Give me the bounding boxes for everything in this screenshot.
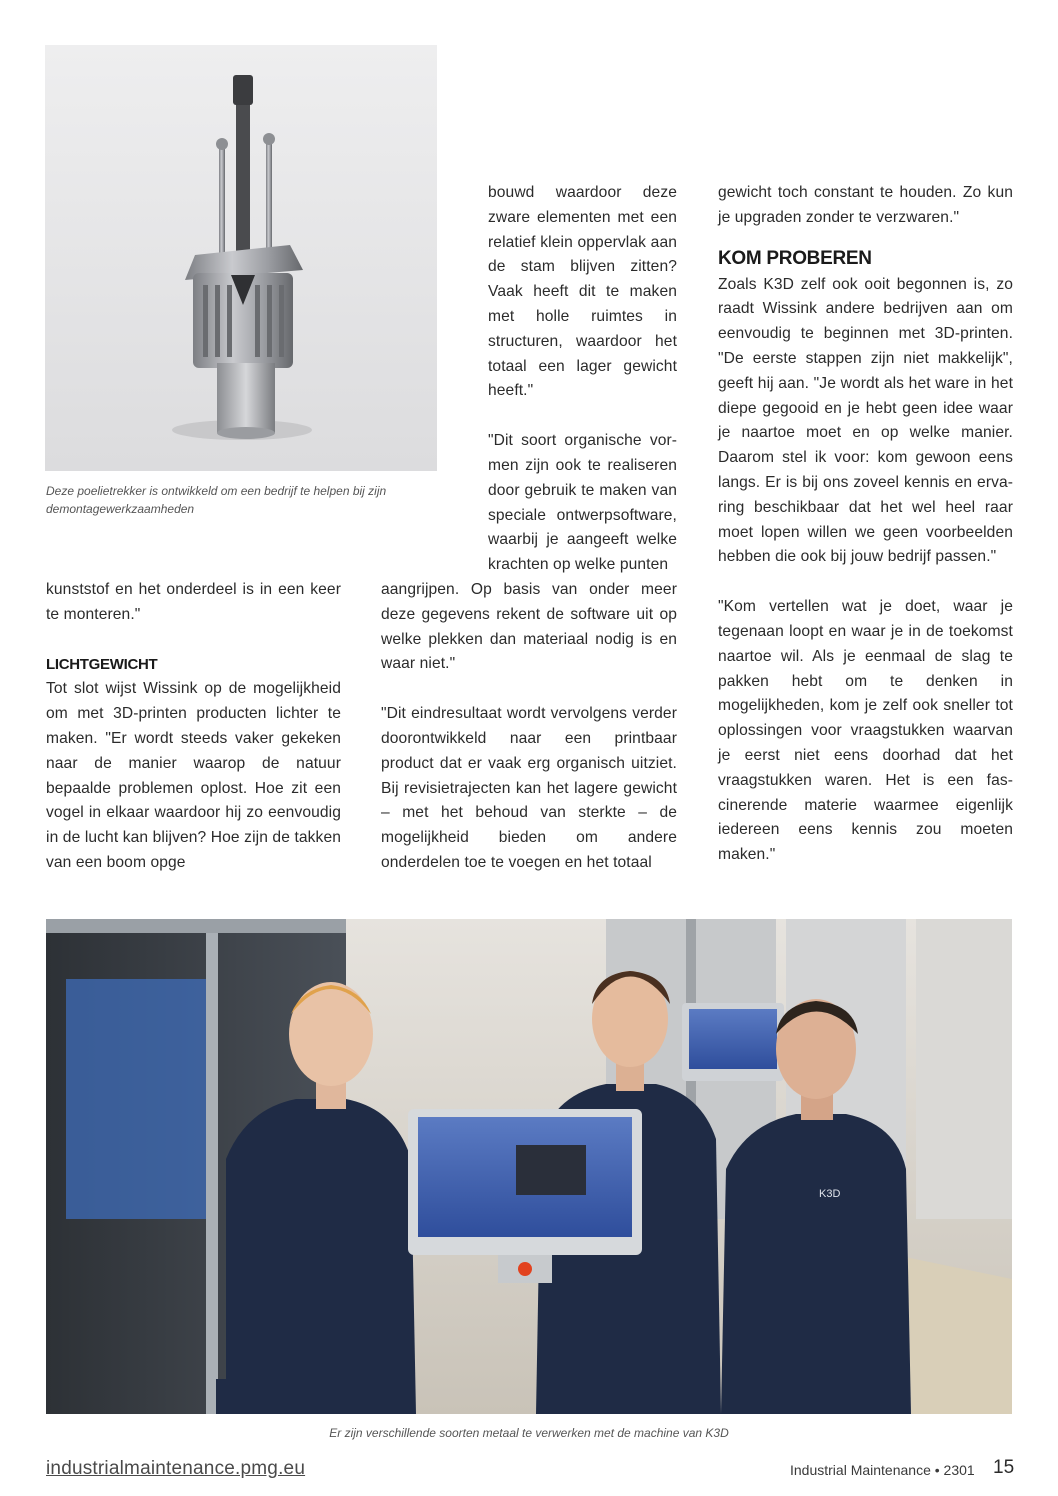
paragraph: aangrijpen. Op basis van onder meer deze gegevens rekent de software uit op welke plekken dan materiaal nodig is en waar niet.": [381, 581, 677, 673]
column-3: [718, 181, 1013, 868]
section-heading-lichtgewicht: LICHTGEWICHT: [46, 655, 158, 673]
figure2-caption: Er zijn verschillende soorten metaal te verwerken met de machine van K3D: [329, 1426, 729, 1440]
column-1: [46, 578, 341, 876]
figure1-caption: Deze poelietrekker is ontwikkeld om een bedrijf te helpen bij zijn demontagewerkzaamheden: [46, 484, 387, 516]
paragraph: bouwd waardoor deze zware elementen met een relatief klein oppervlak aan de stam blijven zitten? Vaak heeft dit te maken met holle ruimtes in structuren, waardoor het totaal een lager gewicht heeft.": [488, 184, 677, 400]
paragraph: Zoals K3D zelf ook ooit begonnen is, zo raadt Wissink andere bedrijven aan om eenvoudig te beginnen met 3D-printen. "De eerste stappen zijn niet makkelijk", geeft hij aan. "Je wordt als het ware in het diepe gegooid en je hebt geen idee waar je naartoe moet en op welke manier. Daarom stel ik voor: kom gewoon eens langs. Er is bij ons zoveel kennis en ervaring beschikbaar dat het wel heel raar moet lopen willen we geen voorbeelden hebben die ook bij jouw bedrijf passen.": [718, 275, 1013, 566]
team-illustration: [46, 919, 1012, 1414]
paragraph: "Kom vertellen wat je doet, waar je tegenaan loopt en waar je in de toekomst naartoe wil. Als je eenmaal de slag te pakken hebt om te denken in mogelijkheden, kom je zelf ook sneller tot oplossingen voor vraagstukken waarvan je eerst niet eens doorhad dat het vraagstukken waren. Het is een fascinerende materie waarmee eigenlijk iedereen eens kennis zou moeten maken.": [718, 598, 1013, 864]
paragraph: Tot slot wijst Wissink op de mogelijkheid om met 3D-printen producten lichter te maken. "Er wordt steeds vaker gekeken naar de manier waarop de natuur bepaalde problemen oplost. Hoe zit een vogel in elkaar waardoor hij zo eenvoudig in de lucht kan blijven? Hoe zijn de takken van een boom opge: [46, 680, 341, 871]
column-2-lower: [381, 578, 677, 876]
shirt-logo: K3D: [819, 1188, 841, 1200]
footer-issue: Industrial Maintenance • 2301: [790, 1462, 975, 1478]
section-heading-kom-proberen: KOM PROBEREN: [718, 247, 872, 269]
column-2-upper: [488, 181, 677, 578]
team-photo: [46, 919, 1012, 1414]
footer-url[interactable]: industrialmaintenance.pmg.eu: [46, 1458, 306, 1479]
page-number: 15: [993, 1457, 1015, 1478]
paragraph: kunststof en het onderdeel is in een keer te monteren.": [46, 581, 341, 623]
paragraph: "Dit soort organische vormen zijn ook te realiseren door gebruik te maken van speciale ontwerpsoftware, waarbij je aangeeft welke krachten op welke punten: [488, 432, 677, 574]
paragraph: gewicht toch constant te houden. Zo kun je upgraden zonder te verzwaren.": [718, 184, 1013, 226]
puller-illustration: [45, 45, 437, 471]
paragraph: "Dit eindresultaat wordt vervolgens verder doorontwikkeld naar een printbaar product dat er vaak erg organisch uitziet. Bij revisietrajecten kan het lagere gewicht – met het behoud van sterkte – de mogelijkheid bieden om andere onderdelen toe te voegen en het totaal: [381, 705, 677, 871]
puller-photo: [45, 45, 437, 471]
